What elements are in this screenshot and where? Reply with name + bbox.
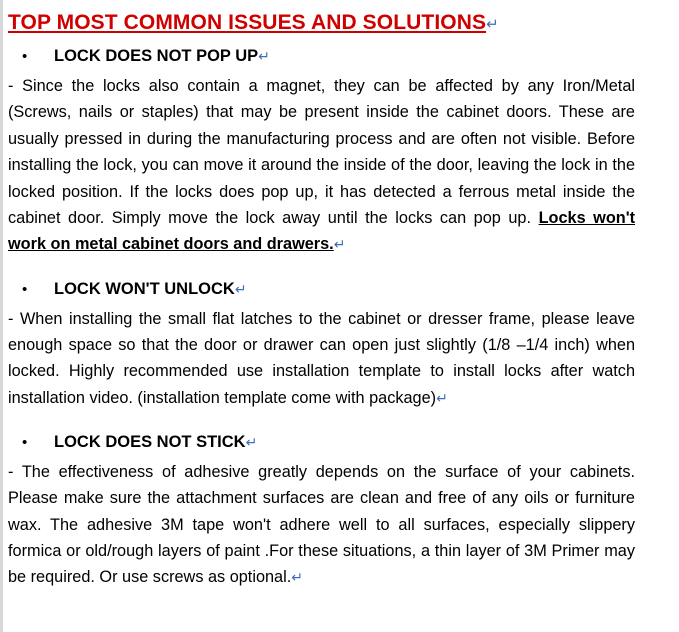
section-lock-wont-unlock (8, 280, 635, 411)
section-body (8, 459, 635, 591)
section-heading (38, 433, 257, 453)
section-lock-does-not-pop-up (8, 47, 635, 258)
paragraph-mark-icon: ↵ (234, 280, 247, 297)
paragraph-mark-icon: ↵ (436, 389, 448, 406)
section-heading-row (8, 280, 635, 300)
section-spacer (8, 264, 635, 280)
section-body (8, 73, 635, 258)
page-left-margin-rule (0, 0, 3, 632)
section-body-emphasis: Locks won't work on metal cabinet doors and drawers. (8, 208, 635, 254)
bullet-icon: • (22, 280, 28, 298)
paragraph-mark-icon: ↵ (245, 434, 258, 451)
paragraph-mark-icon: ↵ (258, 48, 270, 65)
paragraph-mark-icon: ↵ (291, 569, 303, 586)
section-heading (38, 280, 247, 300)
section-lock-does-not-stick (8, 433, 635, 591)
section-heading-row (8, 47, 635, 67)
section-heading-text: LOCK DOES NOT STICK (54, 433, 246, 452)
section-spacer (8, 417, 635, 433)
section-heading-text: LOCK DOES NOT POP UP (54, 47, 259, 66)
section-body (8, 306, 635, 412)
section-body-text: - Since the locks also contain a magnet, they can be affected by any Iron/Metal (Screws, nails or staples) that may be present inside the cabinet doors. These are usually pressed in during the manufacturing process and are often not visible. Before installing the lock, you can move it around the inside of the door, leaving the lock in the locked position. If the locks does pop up, it has detected a ferrous metal inside the cabinet door. Simply move the lock away until the locks can pop up. (8, 76, 635, 227)
bullet-icon: • (22, 434, 28, 452)
page-title (8, 10, 635, 35)
paragraph-mark-icon: ↵ (333, 236, 346, 253)
section-body-text: - The effectiveness of adhesive greatly depends on the surface of your cabinets. Please make sure the attachment surfaces are clean and free of any oils or furniture wax. The adhesive 3M tape won't adhere well to all surfaces, especially slippery formica or old/rough layers of paint .For these situations, a thin layer of 3M Primer may be required. Or use screws as optional. (8, 462, 635, 587)
section-heading-text: LOCK WON'T UNLOCK (54, 279, 235, 298)
section-heading-row (8, 433, 635, 453)
paragraph-mark-icon: ↵ (486, 16, 499, 33)
section-body-text: - When installing the small flat latches to the cabinet or dresser frame, please leave enough space so that the door or drawer can open just slightly (1/8 –1/4 inch) when locked. Highly recommended use installation template to install locks after watch installation video. (installation template come with package) (8, 309, 635, 407)
section-heading (38, 47, 270, 67)
page-title-text: TOP MOST COMMON ISSUES AND SOLUTIONS (8, 11, 487, 34)
bullet-icon: • (22, 48, 28, 66)
